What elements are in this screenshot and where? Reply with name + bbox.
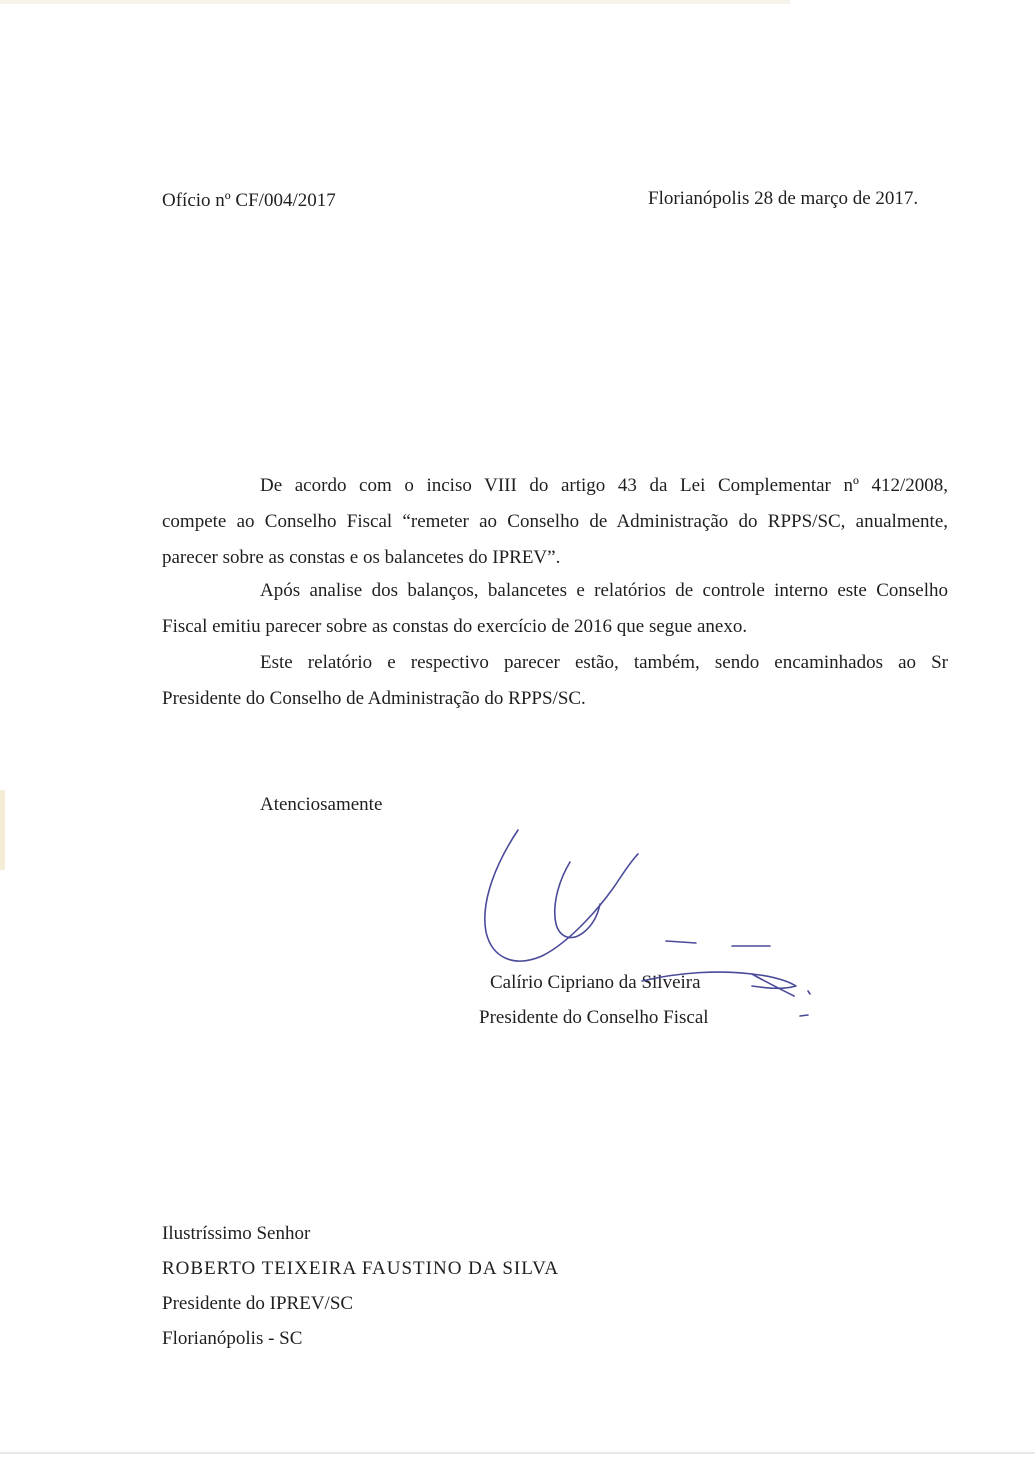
paragraph-1-line-1: De acordo com o inciso VIII do artigo 43 da Lei Complementar nº 412/2008, [260, 475, 948, 496]
addressee-role: Presidente do IPREV/SC [162, 1293, 354, 1314]
signature-stroke [485, 830, 638, 961]
scan-edge-bottom [0, 1452, 1035, 1454]
signature-stroke [808, 991, 810, 994]
signatory-name: Calírio Cipriano da Silveira [490, 972, 701, 993]
scan-edge-left [0, 790, 5, 870]
paragraph-1-line-3: parecer sobre as constas e os balancetes do IPREV”. [162, 547, 561, 568]
paragraph-1-line-2: compete ao Conselho Fiscal “remeter ao Conselho de Administração do RPPS/SC, anualmente, [162, 511, 948, 532]
scan-edge-top [0, 0, 790, 4]
paragraph-2-line-2: Fiscal emitiu parecer sobre as constas do exercício de 2016 que segue anexo. [162, 616, 748, 637]
office-reference: Ofício nº CF/004/2017 [162, 190, 336, 211]
place-and-date: Florianópolis 28 de março de 2017. [648, 188, 919, 209]
signature-stroke [666, 941, 696, 943]
signature-stroke [555, 862, 600, 938]
paragraph-3-line-1: Este relatório e respectivo parecer estão, também, sendo encaminhados ao Sr [260, 652, 948, 673]
addressee-location: Florianópolis - SC [162, 1328, 303, 1349]
closing-phrase: Atenciosamente [260, 794, 383, 815]
addressee-salutation: Ilustríssimo Senhor [162, 1223, 311, 1244]
paragraph-2-line-1: Após analise dos balanços, balancetes e relatórios de controle interno este Conselho [260, 580, 948, 601]
handwritten-signature [470, 820, 830, 1030]
addressee-name: ROBERTO TEIXEIRA FAUSTINO DA SILVA [162, 1258, 560, 1279]
signature-stroke [800, 1015, 808, 1016]
paragraph-3-line-2: Presidente do Conselho de Administração do RPPS/SC. [162, 688, 586, 709]
signatory-role: Presidente do Conselho Fiscal [479, 1007, 709, 1028]
